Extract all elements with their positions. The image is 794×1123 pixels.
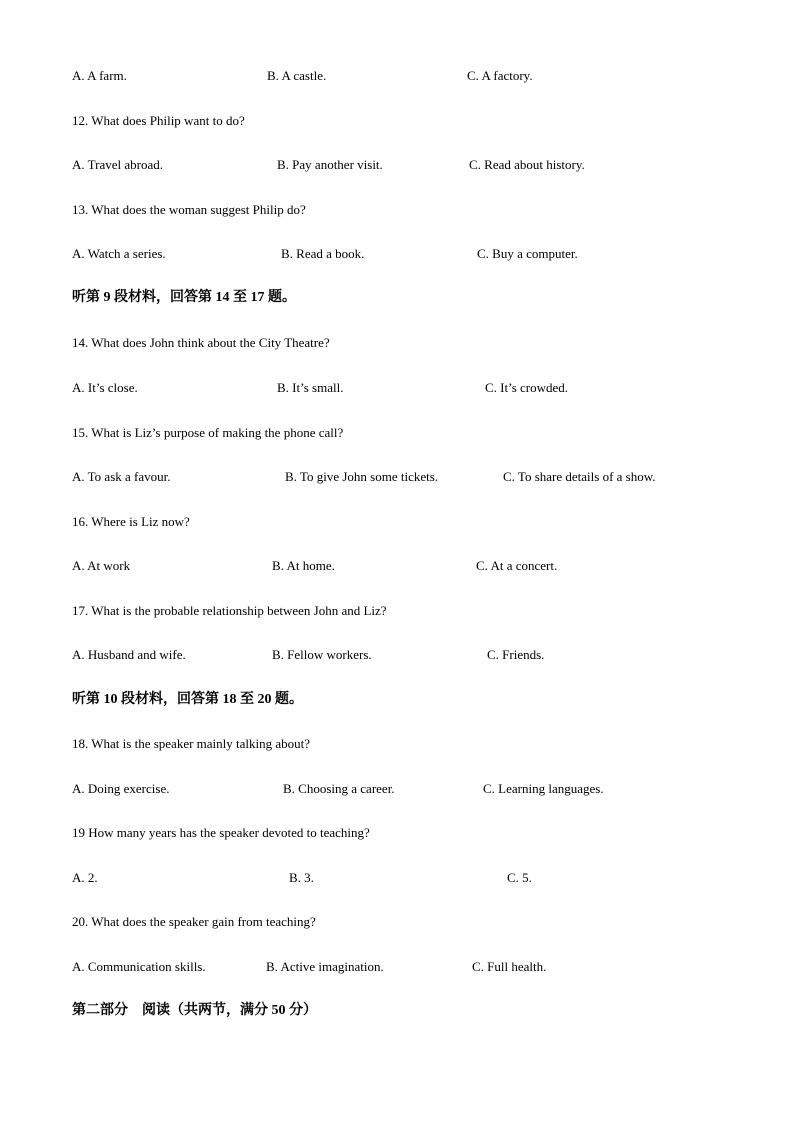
question-text: 18. What is the speaker mainly talking about? [72,736,311,751]
question-text: 15. What is Liz’s purpose of making the phone call? [72,425,344,440]
option-a: A. Doing exercise. [72,781,170,796]
question-text: 19 How many years has the speaker devoted to teaching? [72,825,370,840]
option-c: C. Full health. [472,959,547,974]
option-c: C. To share details of a show. [503,469,656,484]
question-18 [0,733,794,755]
question-text: 17. What is the probable relationship between John and Liz? [72,603,387,618]
options-row-q15 [0,466,794,488]
options-row-q17 [0,644,794,666]
question-15 [0,422,794,444]
option-b: B. 3. [289,870,314,885]
section-heading-9 [0,287,794,309]
part-heading-text: 第二部分 阅读（共两节，满分 50 分） [72,1003,317,1018]
question-12 [0,110,794,132]
option-b: B. Fellow workers. [272,647,372,662]
options-row-q16 [0,555,794,577]
option-b: B. It’s small. [277,380,344,395]
option-c: C. Buy a computer. [477,246,578,261]
question-text: 20. What does the speaker gain from teaching? [72,914,316,929]
options-row-q18 [0,778,794,800]
question-text: 16. Where is Liz now? [72,514,190,529]
option-c: C. A factory. [467,68,533,83]
option-a: A. Watch a series. [72,246,166,261]
question-19 [0,822,794,844]
question-17 [0,600,794,622]
option-a: A. At work [72,558,131,573]
question-20 [0,911,794,933]
question-14 [0,332,794,354]
option-a: A. Communication skills. [72,959,206,974]
option-b: B. To give John some tickets. [285,469,439,484]
option-a: A. It’s close. [72,380,138,395]
option-b: B. Read a book. [281,246,365,261]
option-c: C. 5. [507,870,532,885]
option-c: C. Friends. [487,647,545,662]
option-a: A. 2. [72,870,98,885]
question-text: 12. What does Philip want to do? [72,113,245,128]
section-heading-10 [0,689,794,711]
option-b: B. At home. [272,558,335,573]
option-b: B. Choosing a career. [283,781,395,796]
option-a: A. Husband and wife. [72,647,186,662]
option-b: B. Pay another visit. [277,157,383,172]
option-c: C. It’s crowded. [485,380,569,395]
options-row-q14 [0,377,794,399]
option-b: B. Active imagination. [266,959,384,974]
question-text: 14. What does John think about the City Theatre? [72,335,330,350]
question-13 [0,199,794,221]
option-c: C. Read about history. [469,157,585,172]
options-row-q19 [0,867,794,889]
option-a: A. To ask a favour. [72,469,171,484]
option-c: C. At a concert. [476,558,558,573]
part-two-heading [0,1000,794,1022]
options-row-q11 [0,65,794,87]
section-heading-text: 听第 10 段材料，回答第 18 至 20 题。 [72,692,303,707]
question-text: 13. What does the woman suggest Philip do? [72,202,306,217]
section-heading-text: 听第 9 段材料，回答第 14 至 17 题。 [72,290,296,305]
option-c: C. Learning languages. [483,781,604,796]
option-a: A. A farm. [72,68,127,83]
option-a: A. Travel abroad. [72,157,163,172]
options-row-q12 [0,154,794,176]
options-row-q13 [0,243,794,265]
question-16 [0,511,794,533]
options-row-q20 [0,956,794,978]
option-b: B. A castle. [267,68,327,83]
